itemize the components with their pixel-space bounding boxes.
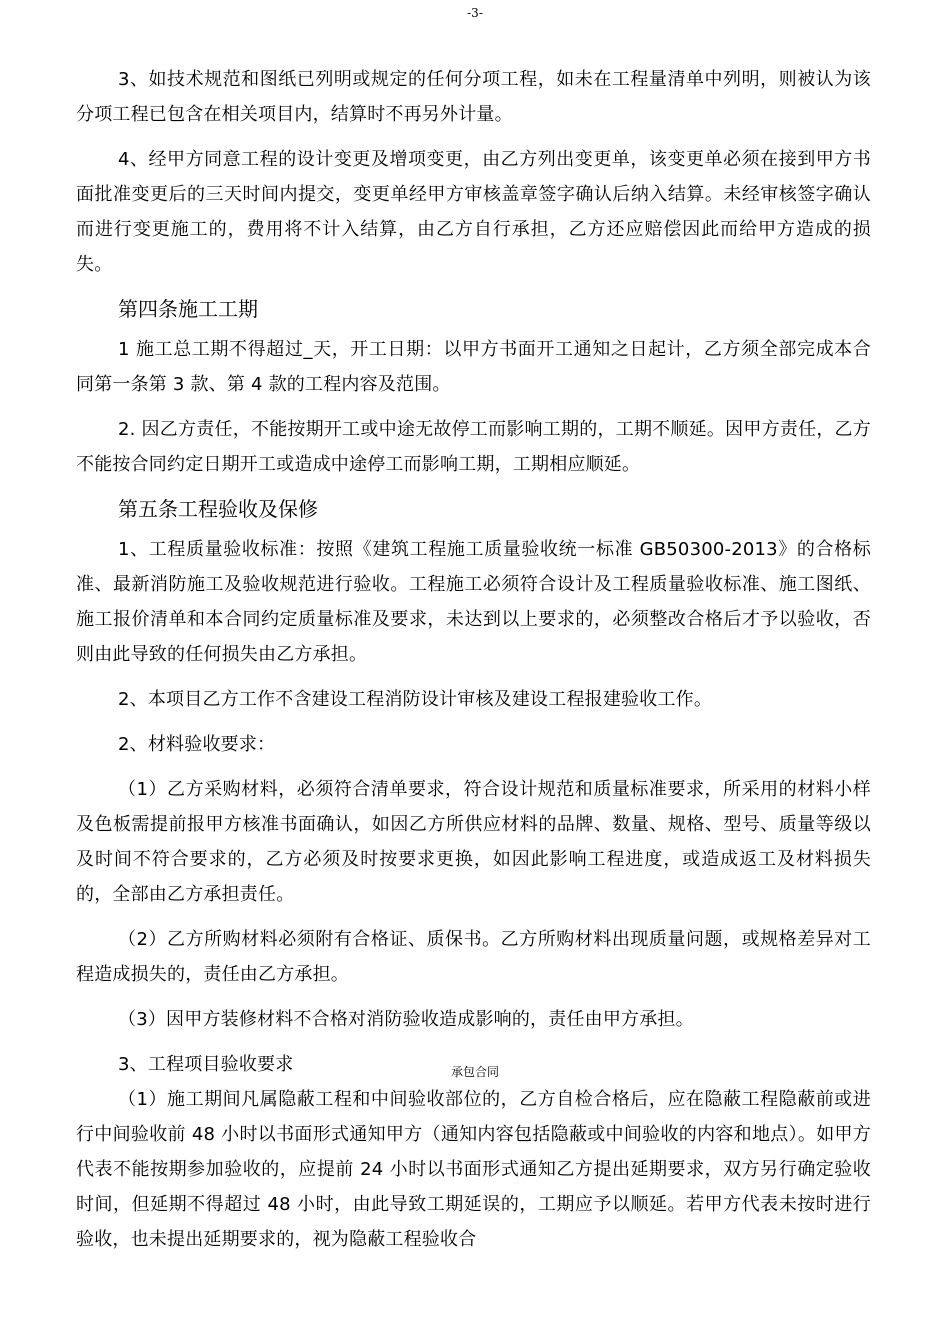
clause-3-3: 3、如技术规范和图纸已列明或规定的任何分项工程，如未在工程量清单中列明，则被认为该分项工程已包含在相关项目内，结算时不再另外计量。 <box>76 69 871 125</box>
clause-5-3-1: （1）施工期间凡属隐蔽工程和中间验收部位的，乙方自检合格后，应在隐蔽工程隐蔽前或进行中间验收前 48 小时以书面形式通知甲方（通知内容包括隐蔽或中间验收的内容和地点）。如甲方代表不能按期参加验收的，应提前 24 小时以书面形式通知乙方提出延期要求，双方另行确定验收时间，但延期不得超过 48 小时，由此导致工期延误的，工期应予以顺延。若甲方代表未按时进行验收，也未提出延期要求的，视为隐蔽工程验收合 <box>76 1089 871 1250</box>
clause-4-2: 2. 因乙方责任，不能按期开工或中途无故停工而影响工期的，工期不顺延。因甲方责任，乙方不能按合同约定日期开工或造成中途停工而影响工期，工期相应顺延。 <box>76 419 871 475</box>
footer-label: 承包合同 <box>450 1065 499 1079</box>
clause-4-1: 1 施工总工期不得超过_天，开工日期：以甲方书面开工通知之日起计，乙方须全部完成本合同第一条第 3 款、第 4 款的工程内容及范围。 <box>76 339 871 395</box>
clause-5-2-2: （2）乙方所购材料必须附有合格证、质保书。乙方所购材料出现质量问题，或规格差异对工程造成损失的，责任由乙方承担。 <box>76 929 871 985</box>
section-5-heading: 第五条工程验收及保修 <box>118 497 318 521</box>
clause-5-1: 1、工程质量验收标准：按照《建筑工程施工质量验收统一标准 GB50300-2013》的合格标准、最新消防施工及验收规范进行验收。工程施工必须符合设计及工程质量验收标准、施工图纸、施工报价清单和本合同约定质量标准及要求，未达到以上要求的，必须整改合格后才予以验收，否则由此导致的任何损失由乙方承担。 <box>76 539 871 665</box>
section-4-heading: 第四条施工工期 <box>118 297 258 321</box>
page-number: -3- <box>467 6 483 20</box>
contract-body-continued <box>76 1082 871 1267</box>
clause-5-2-3: （3）因甲方装修材料不合格对消防验收造成影响的，责任由甲方承担。 <box>118 1009 694 1030</box>
contract-body <box>76 62 871 1092</box>
clause-5-2-materials: 2、材料验收要求： <box>118 734 276 755</box>
clause-5-2-1: （1）乙方采购材料，必须符合清单要求，符合设计规范和质量标准要求，所采用的材料小样及色板需提前报甲方核准书面确认，如因乙方所供应材料的品牌、数量、规格、型号、质量等级以及时间不符合要求的，乙方必须及时按要求更换，如因此影响工程进度，或造成返工及材料损失的，全部由乙方承担责任。 <box>76 779 871 905</box>
clause-3-4: 4、经甲方同意工程的设计变更及增项变更，由乙方列出变更单，该变更单必须在接到甲方书面批准变更后的三天时间内提交，变更单经甲方审核盖章签字确认后纳入结算。未经审核签字确认而进行变更施工的，费用将不计入结算，由乙方自行承担，乙方还应赔偿因此而给甲方造成的损失。 <box>76 149 871 275</box>
clause-5-3: 3、工程项目验收要求 <box>118 1054 294 1075</box>
clause-5-2: 2、本项目乙方工作不含建设工程消防设计审核及建设工程报建验收工作。 <box>118 689 713 710</box>
